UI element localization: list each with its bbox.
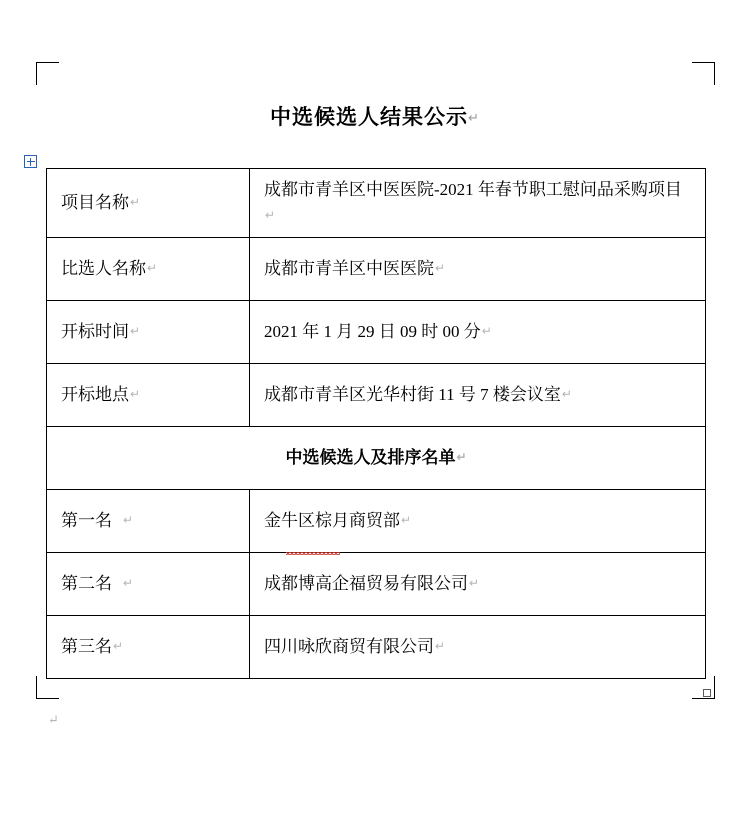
table-row — [47, 169, 706, 238]
paragraph-mark: ↵ — [435, 638, 446, 653]
paragraph-mark: ↵ — [123, 512, 134, 527]
value-text: 金牛区棕月商贸部 — [264, 510, 400, 530]
paragraph-mark: ↵ — [130, 194, 141, 209]
table-section-heading — [47, 427, 706, 490]
margin-mark-top-left — [36, 62, 59, 85]
table-row-section — [47, 427, 706, 490]
table-cell-label — [47, 490, 250, 553]
paragraph-mark: ↵ — [468, 110, 480, 125]
paragraph-mark: ↵ — [435, 260, 446, 275]
paragraph-mark: ↵ — [469, 575, 480, 590]
table-cell-label — [47, 364, 250, 427]
table-resize-handle[interactable] — [703, 689, 711, 697]
paragraph-mark: ↵ — [481, 323, 492, 338]
value-text: 成都市青羊区中医医院 — [264, 258, 434, 278]
page-title — [0, 101, 750, 131]
label-text: 开标时间 — [61, 321, 129, 341]
table-row — [47, 364, 706, 427]
margin-mark-top-right — [692, 62, 715, 85]
table-move-handle[interactable] — [24, 155, 37, 168]
table-cell-label — [47, 238, 250, 301]
table-cell-value — [250, 364, 706, 427]
table-cell-value — [250, 169, 706, 238]
section-heading-text: 中选候选人及排序名单 — [285, 447, 456, 467]
label-text: 比选人名称 — [61, 258, 146, 278]
table-cell-value — [250, 553, 706, 616]
table-cell-value — [250, 238, 706, 301]
result-table — [46, 168, 706, 679]
table-cell-label — [47, 553, 250, 616]
value-text: 成都市青羊区中医医院-2021 年春节职工慰问品采购项目 — [264, 179, 682, 199]
page-title-text: 中选候选人结果公示 — [270, 106, 469, 129]
paragraph-mark: ↵ — [130, 323, 141, 338]
table-cell-label — [47, 301, 250, 364]
table-row — [47, 238, 706, 301]
value-text: 成都市青羊区光华村街 11 号 7 楼会议室 — [264, 384, 561, 404]
paragraph-mark: ↵ — [147, 260, 158, 275]
table-cell-value — [250, 490, 706, 553]
table-row — [47, 553, 706, 616]
paragraph-mark: ↵ — [561, 386, 572, 401]
table-row — [47, 616, 706, 679]
paragraph-mark: ↵ — [48, 712, 59, 727]
paragraph-mark: ↵ — [123, 575, 134, 590]
table-row — [47, 301, 706, 364]
paragraph-mark: ↵ — [113, 638, 124, 653]
label-text: 第一名 — [61, 510, 112, 530]
value-text: 2021 年 1 月 29 日 09 时 00 分 — [264, 321, 481, 341]
label-text: 第二名 — [61, 573, 112, 593]
label-text: 第三名 — [61, 636, 112, 656]
paragraph-mark: ↵ — [265, 208, 276, 222]
paragraph-mark: ↵ — [130, 386, 141, 401]
label-text: 项目名称 — [61, 192, 129, 212]
table-row — [47, 490, 706, 553]
table-cell-label — [47, 169, 250, 238]
label-text: 开标地点 — [61, 384, 129, 404]
table-cell-value — [250, 301, 706, 364]
paragraph-mark: ↵ — [456, 449, 467, 464]
table-cell-label — [47, 616, 250, 679]
value-text: 成都博高企福贸易有限公司 — [264, 573, 468, 593]
paragraph-mark: ↵ — [401, 512, 412, 527]
value-text: 四川咏欣商贸有限公司 — [264, 636, 434, 656]
margin-mark-bottom-left — [36, 676, 59, 699]
table-cell-value — [250, 616, 706, 679]
